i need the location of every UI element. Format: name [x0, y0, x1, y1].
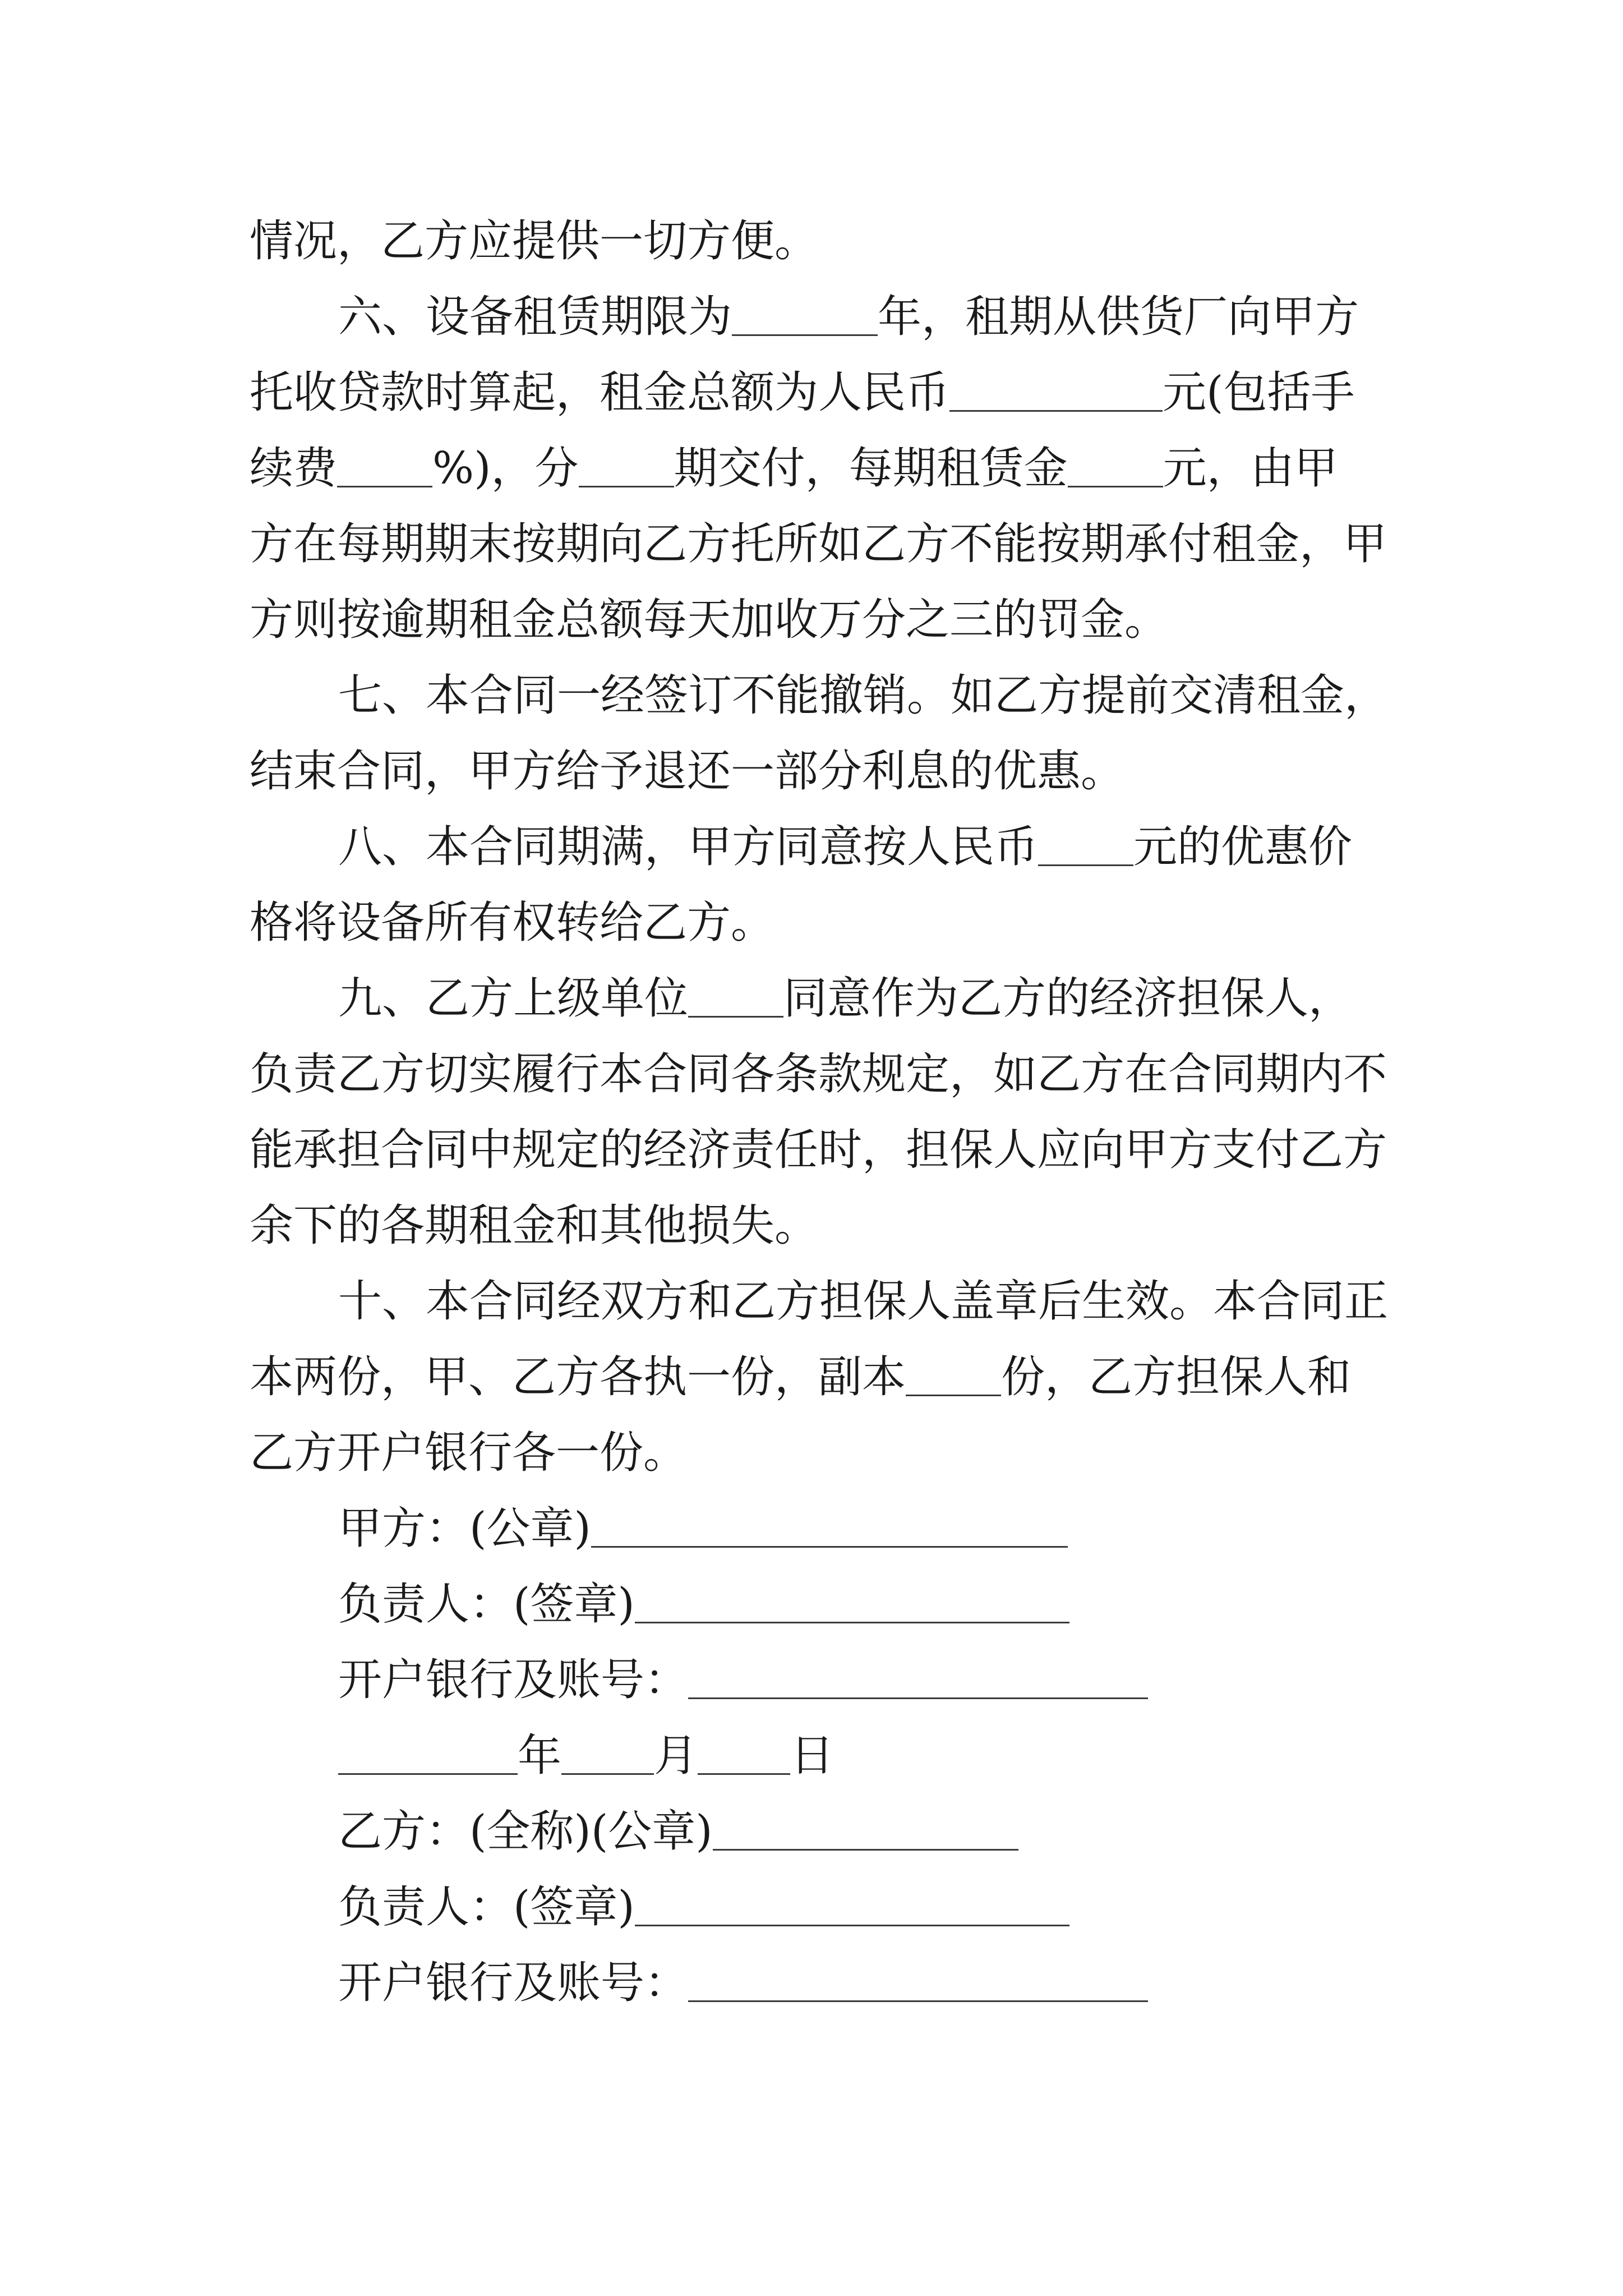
text-line: 情况，乙方应提供一切方便。: [250, 216, 819, 266]
blank-guarantor-unit[interactable]: [688, 972, 783, 1018]
blank-installment-amount[interactable]: [1068, 442, 1163, 487]
clause-6-line-2: 托收贷款时算起，租金总额为人民币 元(包括手: [250, 367, 1355, 418]
date-year-field[interactable]: [338, 1729, 518, 1775]
clause-7-line-1: 七、本合同一经签订不能撤销。如乙方提前交清租金，: [338, 670, 1389, 721]
clause-8-line-2: 格将设备所有权转给乙方。: [250, 898, 775, 948]
clause-8-line-1: 八、本合同期满，甲方同意按人民币 元的优惠价: [338, 822, 1353, 872]
party-a-seal: 甲方：(公章): [0, 1501, 1623, 1557]
clause-10-line-2: 本两份，甲、乙方各执一份，副本 份，乙方担保人和: [250, 1352, 1352, 1402]
party-b-representative-field[interactable]: [635, 1881, 1069, 1926]
party-a-representative-field[interactable]: [635, 1578, 1069, 1623]
clause-9-line-4: 余下的各期租金和其他损失。: [250, 1200, 819, 1251]
party-b-seal: 乙方：(全称)(公章): [0, 1803, 1623, 1860]
paragraph-continuation: [0, 213, 1623, 269]
blank-copies[interactable]: [906, 1351, 1001, 1396]
blank-fee-percent[interactable]: [337, 442, 432, 487]
party-b-seal-field[interactable]: [713, 1805, 1018, 1851]
clause-9-line-1: 九、乙方上级单位 同意作为乙方的经济担保人，: [338, 973, 1353, 1024]
signing-date: 年 月 日: [0, 1728, 1623, 1784]
clause-6-line-1: 六、设备租赁期限为 年，租期从供货厂向甲方: [338, 292, 1359, 342]
party-a-bank-field[interactable]: [688, 1654, 1148, 1699]
blank-installments[interactable]: [579, 442, 674, 487]
party-a-representative: 负责人：(签章): [0, 1576, 1623, 1632]
party-b-bank: 开户银行及账号：: [0, 1955, 1623, 2011]
clause-9-line-3: 能承担合同中规定的经济责任时，担保人应向甲方支付乙方: [250, 1125, 1387, 1175]
clause-7-line-2: 结束合同，甲方给予退还一部分利息的优惠。: [250, 746, 1125, 797]
clause-9-line-2: 负责乙方切实履行本合同各条款规定，如乙方在合同期内不: [250, 1049, 1387, 1099]
date-month-field[interactable]: [561, 1729, 654, 1775]
blank-total-rent[interactable]: [949, 366, 1163, 412]
party-b-bank-field[interactable]: [688, 1957, 1148, 2002]
blank-buyout-price[interactable]: [1038, 821, 1133, 866]
date-day-field[interactable]: [698, 1729, 790, 1775]
party-a-seal-field[interactable]: [591, 1502, 1068, 1548]
party-a-bank: 开户银行及账号：: [0, 1652, 1623, 1708]
blank-lease-years[interactable]: [732, 291, 878, 336]
clause-10-line-1: 十、本合同经双方和乙方担保人盖章后生效。本合同正: [338, 1276, 1389, 1327]
clause-6-line-5: 方则按逾期租金总额每天加收万分之三的罚金。: [250, 595, 1169, 645]
party-b-representative: 负责人：(签章): [0, 1879, 1623, 1935]
clause-6-line-3: 续费 %)，分 期交付，每期租赁金 元，由甲: [250, 443, 1338, 494]
clause-6-line-4: 方在每期期末按期向乙方托所如乙方不能按期承付租金，甲: [250, 519, 1387, 569]
clause-10-line-3: 乙方开户银行各一份。: [250, 1428, 688, 1478]
